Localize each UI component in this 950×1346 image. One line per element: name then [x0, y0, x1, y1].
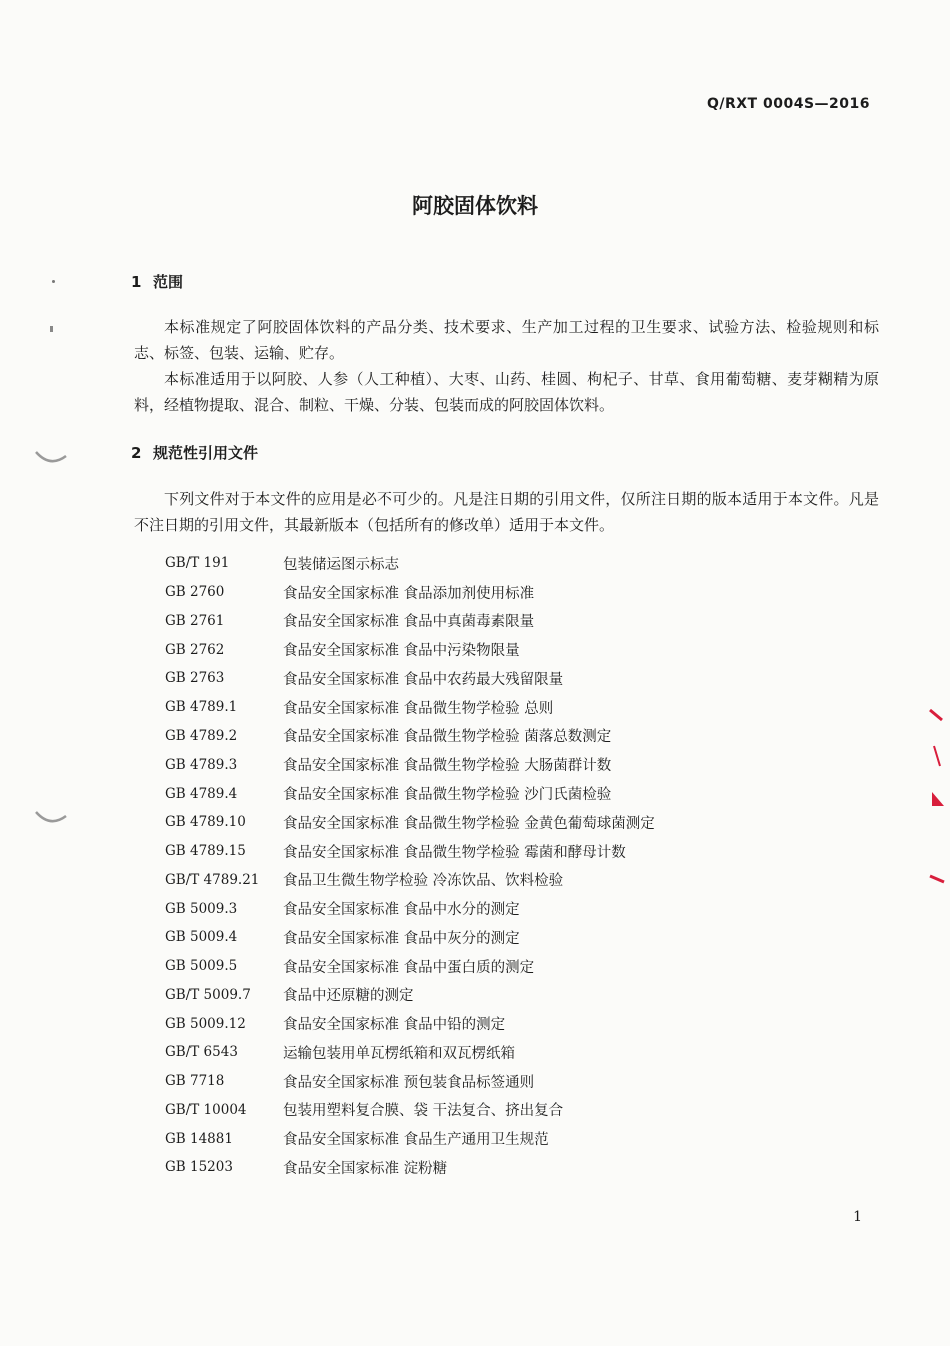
reference-title: 食品安全国家标准 食品中水分的测定: [283, 902, 520, 919]
page-number: 1: [853, 1209, 862, 1225]
reference-code: GB 4789.2: [165, 727, 238, 744]
scope-paragraph-2: 本标准适用于以阿胶、人参（人工种植）、大枣、山药、桂圆、枸杞子、甘草、食用葡萄糖、麦芽糊精为原料，经植物提取、混合、制粒、干燥、分装、包装而成的阿胶固体饮料。: [134, 370, 879, 414]
reference-code: GB/T 10004: [165, 1101, 247, 1118]
document-title: 阿胶固体饮料: [412, 194, 538, 218]
reference-title: 运输包装用单瓦楞纸箱和双瓦楞纸箱: [283, 1045, 515, 1062]
reference-title: 食品安全国家标准 食品中污染物限量: [283, 643, 520, 660]
reference-code: GB 2763: [165, 670, 225, 687]
reference-title: 食品安全国家标准 食品微生物学检验 金黄色葡萄球菌测定: [283, 815, 655, 832]
references-intro-paragraph: 下列文件对于本文件的应用是必不可少的。凡是注日期的引用文件，仅所注日期的版本适用于本文件。凡是不注日期的引用文件，其最新版本（包括所有的修改单）适用于本文件。: [134, 490, 879, 534]
reference-code: GB/T 191: [165, 555, 230, 572]
reference-title: 食品安全国家标准 食品中真菌毒素限量: [283, 614, 535, 631]
reference-row: [165, 635, 765, 664]
reference-row: [165, 894, 765, 923]
reference-code: GB 5009.12: [165, 1015, 246, 1032]
scan-speck: [52, 280, 55, 283]
reference-title: 食品安全国家标准 食品微生物学检验 沙门氏菌检验: [283, 787, 612, 803]
reference-code: GB 2760: [165, 584, 225, 601]
binder-hole-mark: [32, 806, 72, 830]
reference-row: [165, 808, 765, 837]
standard-code: Q/RXT 0004S—2016: [706, 96, 870, 112]
reference-title: 食品安全国家标准 食品微生物学检验 总则: [283, 700, 554, 717]
reference-title: 食品安全国家标准 食品微生物学检验 霉菌和酵母计数: [283, 844, 626, 861]
reference-title: 食品卫生微生物学检验 冷冻饮品、饮料检验: [283, 873, 564, 890]
section-title: 规范性引用文件: [153, 444, 259, 462]
reference-row: [165, 1009, 765, 1038]
scope-paragraph-1: 本标准规定了阿胶固体饮料的产品分类、技术要求、生产加工过程的卫生要求、试验方法、检验规则和标志、标签、包装、运输、贮存。: [134, 318, 879, 362]
reference-title: 食品安全国家标准 食品添加剂使用标准: [283, 585, 535, 602]
reference-title: 食品安全国家标准 食品生产通用卫生规范: [283, 1132, 549, 1149]
section-title: 范围: [153, 273, 184, 291]
reference-row: [165, 578, 765, 607]
reference-title: 食品安全国家标准 食品微生物学检验 菌落总数测定: [283, 729, 612, 746]
reference-code: GB 7718: [165, 1073, 225, 1090]
reference-row: [165, 722, 765, 751]
reference-title: 包装用塑料复合膜、袋 干法复合、挤出复合: [283, 1103, 564, 1120]
reference-row: [165, 980, 765, 1009]
reference-title: 食品中还原糖的测定: [283, 988, 414, 1005]
reference-row: [165, 1038, 765, 1067]
reference-row: [165, 693, 765, 722]
reference-title: 食品安全国家标准 预包装食品标签通则: [283, 1074, 535, 1091]
margin-marks: [926, 706, 948, 886]
reference-title: 食品安全国家标准 淀粉糖: [283, 1160, 448, 1177]
reference-code: GB 14881: [165, 1130, 233, 1147]
reference-title: 包装储运图示标志: [283, 556, 399, 573]
section-number: 2: [131, 444, 142, 462]
reference-row: [165, 1153, 765, 1182]
reference-row: [165, 923, 765, 952]
reference-row: [165, 779, 765, 808]
reference-code: GB/T 4789.21: [165, 871, 260, 888]
reference-code: GB/T 5009.7: [165, 986, 251, 1003]
reference-row: [165, 750, 765, 779]
reference-title: 食品安全国家标准 食品中铅的测定: [283, 1017, 506, 1034]
section-number: 1: [131, 273, 142, 291]
reference-row: [165, 1096, 765, 1125]
reference-title: 食品安全国家标准 食品中蛋白质的测定: [283, 959, 535, 976]
reference-code: GB 2762: [165, 641, 225, 658]
reference-row: [165, 952, 765, 981]
section-2-heading: [131, 442, 258, 463]
reference-code: GB 15203: [165, 1159, 233, 1176]
reference-code: GB 5009.4: [165, 929, 238, 946]
binder-hole-mark: [32, 446, 72, 470]
reference-code: GB 4789.10: [165, 814, 246, 831]
reference-row: [165, 664, 765, 693]
reference-code: GB/T 6543: [165, 1044, 238, 1061]
scan-speck: [50, 326, 53, 332]
reference-list: [165, 549, 765, 1182]
reference-row: [165, 1067, 765, 1096]
reference-row: [165, 1124, 765, 1153]
reference-row: [165, 607, 765, 636]
reference-title: 食品安全国家标准 食品中灰分的测定: [283, 930, 520, 947]
reference-code: GB 4789.15: [165, 843, 246, 860]
reference-row: [165, 865, 765, 894]
reference-title: 食品安全国家标准 食品中农药最大残留限量: [283, 671, 564, 688]
reference-code: GB 4789.4: [165, 785, 238, 802]
reference-row: [165, 837, 765, 866]
reference-code: GB 4789.1: [165, 699, 238, 716]
reference-code: GB 2761: [165, 612, 225, 629]
reference-code: GB 5009.3: [165, 900, 238, 917]
reference-code: GB 4789.3: [165, 756, 238, 773]
reference-row: [165, 549, 765, 578]
reference-code: GB 5009.5: [165, 958, 238, 975]
reference-title: 食品安全国家标准 食品微生物学检验 大肠菌群计数: [283, 758, 612, 775]
section-1-heading: [131, 271, 183, 292]
